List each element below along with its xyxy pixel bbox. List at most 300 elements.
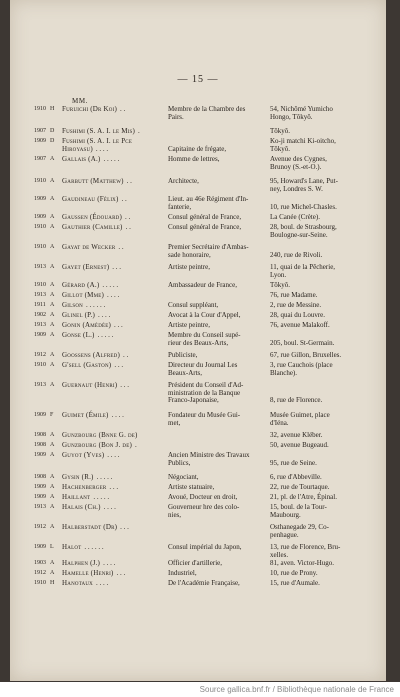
leader-dots: . . . . bbox=[95, 145, 109, 153]
entry-address-line: 10, rue de Prony. bbox=[270, 569, 318, 577]
entry-name: Guimet (Émile) bbox=[62, 411, 109, 419]
entry-address-line bbox=[270, 382, 368, 390]
page-number: — 15 — bbox=[177, 74, 219, 85]
entry-year: 1909 bbox=[34, 138, 46, 144]
entry-name-cell bbox=[62, 442, 162, 450]
entry-title bbox=[168, 352, 264, 360]
entry-title bbox=[168, 196, 264, 211]
entry-address-line: 2, rue de Messine. bbox=[270, 301, 322, 309]
entry-year: 1910 bbox=[34, 244, 46, 250]
entry-name-cell bbox=[62, 382, 162, 390]
entry-title bbox=[168, 452, 264, 467]
entry-address-line: 205, boul. St-Germain. bbox=[270, 338, 335, 347]
entry-name: Fushimi (S. A. I. le Pce bbox=[62, 137, 133, 145]
entry-title-line: Capitaine de frégate, bbox=[168, 145, 227, 153]
entry-name-cell bbox=[62, 214, 162, 222]
entry-name-cell bbox=[62, 504, 162, 512]
leader-dots: . . . . bbox=[97, 311, 111, 319]
entry-category-letter: A bbox=[50, 362, 55, 368]
entry-category-letter: A bbox=[50, 214, 55, 220]
entry-address-line: 50, avenue Bugeaud. bbox=[270, 441, 329, 449]
entry-name: Fushimi (S. A. I. le Mis) bbox=[62, 127, 136, 135]
leader-dots: . . . . . bbox=[93, 493, 110, 501]
entry-title-line: Publics, bbox=[168, 458, 191, 467]
entry-name: Gérard (A.) bbox=[62, 281, 100, 289]
entry-address bbox=[270, 504, 368, 519]
entry-year: 1913 bbox=[34, 322, 46, 328]
entry-address bbox=[270, 178, 368, 193]
entry-address-line: 54, Nichômé Yumicho bbox=[270, 105, 333, 113]
document-page bbox=[10, 0, 386, 681]
entry-address-line: 22, rue de Tourtaque. bbox=[270, 483, 330, 491]
entry-year: 1907 bbox=[34, 156, 46, 162]
entry-title bbox=[168, 106, 264, 121]
entry-title bbox=[168, 504, 264, 519]
entry-title-line: Artiste statuaire, bbox=[168, 483, 215, 491]
entry-title-line: Négociant, bbox=[168, 473, 199, 481]
entry-address bbox=[270, 560, 368, 568]
entry-address bbox=[270, 282, 368, 290]
entry-name: Gaudineau (Félix) bbox=[62, 195, 119, 203]
entry-name: Gayet (Ernest) bbox=[62, 263, 110, 271]
entry-address-line: 240, rue de Rivoli. bbox=[270, 250, 323, 259]
entry-year: 1910 bbox=[34, 178, 46, 184]
entry-address-line: Tôkyô. bbox=[270, 127, 291, 135]
entry-name-cell bbox=[62, 452, 162, 460]
entry-name-cell bbox=[62, 412, 162, 420]
entry-title bbox=[168, 474, 264, 482]
entry-year: 1912 bbox=[34, 524, 46, 530]
entry-title-line: Industriel, bbox=[168, 569, 197, 577]
entry-name: Halphen (J.) bbox=[62, 559, 101, 567]
leader-dots: . . . . . bbox=[102, 281, 119, 289]
entry-year: 1913 bbox=[34, 504, 46, 510]
leader-dots: . . bbox=[121, 195, 127, 203]
entry-address-line: 15, rue d'Aumale. bbox=[270, 579, 320, 587]
entry-category-letter: A bbox=[50, 524, 55, 530]
entry-name: Hamelle (Henri) bbox=[62, 569, 114, 577]
entry-name: Gillot (Mme) bbox=[62, 291, 105, 299]
leader-dots: . . bbox=[126, 177, 132, 185]
entry-year: 1910 bbox=[34, 362, 46, 368]
entry-year: 1909 bbox=[34, 332, 46, 338]
entry-year: 1902 bbox=[34, 312, 46, 318]
leader-dots: . . . bbox=[114, 321, 123, 329]
entry-title-line: Avoué, Docteur en droit, bbox=[168, 493, 238, 501]
entry-year: 1909 bbox=[34, 196, 46, 202]
entry-title bbox=[168, 224, 264, 232]
entry-year: 1913 bbox=[34, 382, 46, 388]
entry-name: Gonse (L.) bbox=[62, 331, 95, 339]
entry-category-letter: A bbox=[50, 264, 55, 270]
entry-title bbox=[168, 178, 264, 186]
entry-title-line: nies, bbox=[168, 510, 182, 519]
entry-title bbox=[168, 382, 264, 405]
entry-address-line: Hongo, Tôkyô. bbox=[270, 112, 313, 121]
entry-title-line: rieur des Beaux-Arts, bbox=[168, 338, 229, 347]
entry-category-letter: A bbox=[50, 312, 55, 318]
entry-name-cell bbox=[62, 332, 162, 340]
entry-name: Gayat de Wecker bbox=[62, 243, 116, 251]
entry-address bbox=[270, 484, 368, 492]
entry-category-letter: H bbox=[50, 580, 55, 586]
entry-name-cell bbox=[62, 224, 162, 232]
entry-title bbox=[168, 282, 264, 290]
entry-title-line: Artiste peintre, bbox=[168, 321, 210, 329]
entry-address bbox=[270, 570, 368, 578]
entry-name: Halot bbox=[62, 543, 82, 551]
entry-name-cell bbox=[62, 264, 162, 272]
entry-address-line: 95, Howard's Lane, Put- bbox=[270, 177, 338, 185]
leader-dots: . . . . . bbox=[103, 155, 120, 163]
leader-dots: . . . . . bbox=[96, 473, 113, 481]
entry-category-letter: D bbox=[50, 138, 55, 144]
entry-category-letter: A bbox=[50, 560, 55, 566]
entry-name-cell bbox=[62, 560, 162, 568]
entry-title bbox=[168, 560, 264, 568]
entry-category-letter: A bbox=[50, 452, 55, 458]
entry-address bbox=[270, 332, 368, 347]
entry-title-line: Avocat à la Cour d'Appel, bbox=[168, 311, 241, 319]
entry-category-letter: A bbox=[50, 322, 55, 328]
leader-dots: . . . . bbox=[103, 503, 116, 511]
entry-address bbox=[270, 292, 368, 300]
entry-name: Gunzbourg (Bnne G. de) bbox=[62, 431, 138, 439]
entry-category-letter: A bbox=[50, 570, 55, 576]
entry-address-line: 67, rue Gillon, Bruxelles. bbox=[270, 351, 342, 359]
entry-category-letter: A bbox=[50, 494, 55, 500]
entry-title-line: Officier d'artillerie, bbox=[168, 559, 222, 567]
entry-title-line: Gouverneur hre des colo- bbox=[168, 503, 240, 511]
entry-address bbox=[270, 302, 368, 310]
entry-title-line: Lieut. au 46e Régiment d'In- bbox=[168, 195, 249, 203]
entry-name-cell bbox=[62, 484, 162, 492]
entry-address bbox=[270, 524, 368, 539]
leader-dots: . . . bbox=[120, 523, 129, 531]
entry-address bbox=[270, 244, 368, 259]
entry-title bbox=[168, 412, 264, 427]
entry-address bbox=[270, 544, 368, 559]
entry-year: 1913 bbox=[34, 292, 46, 298]
entry-address-line: 21, pl. de l'Atre, Épinal. bbox=[270, 493, 337, 501]
entry-name: Hiroyasu) bbox=[62, 145, 93, 153]
entry-title bbox=[168, 484, 264, 492]
entry-category-letter: A bbox=[50, 156, 55, 162]
entry-category-letter: A bbox=[50, 432, 55, 438]
leader-dots: . . . bbox=[120, 381, 130, 389]
entry-address bbox=[270, 146, 368, 154]
entry-name-cell bbox=[62, 282, 162, 290]
entry-address bbox=[270, 382, 368, 405]
entry-category-letter: A bbox=[50, 292, 55, 298]
entry-title-line: met, bbox=[168, 418, 181, 427]
entry-year: 1910 bbox=[34, 106, 46, 112]
entry-year: 1909 bbox=[34, 214, 46, 220]
entry-title bbox=[168, 332, 264, 347]
entry-name-cell bbox=[62, 146, 162, 154]
entry-address bbox=[270, 106, 368, 121]
entry-category-letter: A bbox=[50, 504, 55, 510]
entry-year: 1911 bbox=[34, 302, 46, 308]
entry-category-letter: A bbox=[50, 484, 55, 490]
entry-address bbox=[270, 264, 368, 279]
entry-address bbox=[270, 128, 368, 136]
entry-name: Halais (Ch.) bbox=[62, 503, 101, 511]
entry-address-line: 8, rue de Florence. bbox=[270, 396, 323, 405]
entry-category-letter: A bbox=[50, 244, 55, 250]
entry-address-line: ney, Londres S. W. bbox=[270, 184, 323, 193]
entry-address bbox=[270, 452, 368, 467]
leader-dots: . . . bbox=[114, 361, 124, 369]
entry-name: Hanotaux bbox=[62, 579, 93, 587]
entry-name-cell bbox=[62, 524, 162, 532]
entry-title-line: ministration de la Banque bbox=[168, 388, 241, 397]
entry-address bbox=[270, 214, 368, 222]
entry-year: 1912 bbox=[34, 570, 46, 576]
entry-address-line: 32, avenue Kléber. bbox=[270, 431, 323, 439]
entry-name-cell bbox=[62, 178, 162, 186]
entry-name-cell bbox=[62, 292, 162, 300]
entry-address bbox=[270, 580, 368, 588]
entry-address-line: Tôkyô. bbox=[270, 145, 291, 153]
entry-address-line: Osthanegade 29, Co- bbox=[270, 523, 329, 531]
entry-address-line: 6, rue d'Abbeville. bbox=[270, 473, 322, 481]
entry-address-line: Maubourg. bbox=[270, 510, 301, 519]
entry-name: Guyot (Yves) bbox=[62, 451, 105, 459]
entry-address-line: 3, rue Cauchois (place bbox=[270, 361, 333, 369]
leader-dots: . . . . bbox=[95, 579, 109, 587]
entry-name: Gysin (R.) bbox=[62, 473, 94, 481]
entry-name-cell bbox=[62, 196, 162, 204]
entry-name: Furuichi (Dr Koi) bbox=[62, 105, 118, 113]
entry-address-line: Avenue des Cygnes, bbox=[270, 155, 327, 163]
entry-name: Gunzbourg (Bon J. de) bbox=[62, 441, 132, 449]
entry-category-letter: A bbox=[50, 224, 55, 230]
entry-address bbox=[270, 362, 368, 377]
entry-year: 1909 bbox=[34, 544, 46, 550]
entry-address-line: Tôkyô. bbox=[270, 281, 291, 289]
entry-name-cell bbox=[62, 362, 162, 370]
entry-category-letter: F bbox=[50, 412, 54, 418]
entry-name-cell bbox=[62, 312, 162, 320]
entry-name-cell bbox=[62, 128, 162, 136]
entry-title bbox=[168, 570, 264, 578]
entry-title-line: Directeur du Journal Les bbox=[168, 361, 238, 369]
entry-title bbox=[168, 146, 264, 154]
entry-title-line: Président du Conseil d'Ad- bbox=[168, 381, 244, 389]
entry-name: Gilson bbox=[62, 301, 83, 309]
entry-name-cell bbox=[62, 322, 162, 330]
entry-title-line: Consul suppléant, bbox=[168, 301, 219, 309]
entry-title-line: fanterie, bbox=[168, 202, 192, 211]
entry-address-line: 11, quai de la Pêcherie, bbox=[270, 263, 336, 271]
entry-name-cell bbox=[62, 244, 162, 252]
entry-address-line: Boulogne-sur-Seine. bbox=[270, 230, 328, 239]
entry-address bbox=[270, 412, 368, 427]
entry-category-letter: A bbox=[50, 282, 55, 288]
entry-title-line: Consul général de France, bbox=[168, 213, 242, 221]
entry-address-line: 10, rue Michel-Chasles. bbox=[270, 202, 337, 211]
entry-name-cell bbox=[62, 570, 162, 578]
entry-year: 1908 bbox=[34, 474, 46, 480]
entry-title bbox=[168, 264, 264, 272]
entry-title bbox=[168, 580, 264, 588]
entry-title-line: sade honoraire, bbox=[168, 250, 211, 259]
leader-dots: . . . . bbox=[111, 411, 124, 419]
source-footer[interactable]: Source gallica.bnf.fr / Bibliothèque nationale de France bbox=[0, 682, 400, 697]
entry-category-letter: H bbox=[50, 106, 55, 112]
entry-name-cell bbox=[62, 544, 162, 552]
entry-name-cell bbox=[62, 302, 162, 310]
entry-year: 1903 bbox=[34, 560, 46, 566]
entry-name: Gonin (Amédée) bbox=[62, 321, 112, 329]
entry-title bbox=[168, 312, 264, 320]
entry-title-line: Franco-Japonaise, bbox=[168, 396, 219, 405]
entry-address bbox=[270, 442, 368, 450]
entry-category-letter: A bbox=[50, 196, 55, 202]
entry-name: Haillant bbox=[62, 493, 91, 501]
entry-name-cell bbox=[62, 494, 162, 502]
entry-title-line: Membre du Conseil supé- bbox=[168, 331, 241, 339]
entry-address-line: Lyon. bbox=[270, 270, 287, 279]
entry-year: 1909 bbox=[34, 484, 46, 490]
entry-category-letter: A bbox=[50, 302, 55, 308]
entry-address-line: 81, aven. Victor-Hugo. bbox=[270, 559, 335, 567]
entry-name-cell bbox=[62, 432, 162, 440]
entry-category-letter: L bbox=[50, 544, 54, 550]
entry-address-line: xelles. bbox=[270, 550, 289, 559]
entry-name: Hachenberger bbox=[62, 483, 107, 491]
leader-dots: . . . . . bbox=[97, 331, 114, 339]
entry-name: G'sell (Gaston) bbox=[62, 361, 112, 369]
leader-dots: . . . bbox=[112, 263, 121, 271]
entry-address bbox=[270, 432, 368, 440]
leader-dots: . . . . . . bbox=[84, 543, 104, 551]
entry-address bbox=[270, 156, 368, 171]
entry-name: Goossens (Alfred) bbox=[62, 351, 120, 359]
entry-address-line: d'Iéna. bbox=[270, 418, 289, 427]
entry-year: 1909 bbox=[34, 412, 46, 418]
entry-name-cell bbox=[62, 474, 162, 482]
leader-dots: . . bbox=[124, 213, 131, 221]
entry-title bbox=[168, 156, 264, 164]
entry-title-line: Pairs. bbox=[168, 112, 184, 121]
entry-address-line: 76, rue Madame. bbox=[270, 291, 318, 299]
leader-dots: . . . bbox=[109, 483, 119, 491]
entry-address-line: La Canée (Crète). bbox=[270, 213, 320, 221]
entry-title-line: Beaux-Arts, bbox=[168, 368, 203, 377]
entry-title-line: De l'Académie Française, bbox=[168, 579, 240, 587]
entry-category-letter: A bbox=[50, 352, 55, 358]
entry-address-line: penhague. bbox=[270, 530, 299, 539]
entry-title bbox=[168, 244, 264, 259]
entry-year: 1908 bbox=[34, 442, 46, 448]
entry-name-cell bbox=[62, 156, 162, 164]
entry-category-letter: D bbox=[50, 128, 55, 134]
entry-category-letter: A bbox=[50, 332, 55, 338]
entry-name: Gauthier (Camille) bbox=[62, 223, 123, 231]
entry-address bbox=[270, 312, 368, 320]
entry-title-line: Ancien Ministre des Travaux bbox=[168, 451, 250, 459]
leader-dots: . . bbox=[118, 243, 124, 251]
leader-dots: . bbox=[138, 127, 140, 135]
column-header: MM. bbox=[72, 97, 88, 105]
entry-title bbox=[168, 214, 264, 222]
entry-title bbox=[168, 544, 264, 552]
entry-address-line: 15, boul. de la Tour- bbox=[270, 503, 327, 511]
entry-name-cell bbox=[62, 580, 162, 588]
leader-dots: . . . bbox=[116, 569, 126, 577]
entry-address-line: Brunoy (S.-et-O.). bbox=[270, 162, 322, 171]
entry-year: 1910 bbox=[34, 224, 46, 230]
entry-year: 1910 bbox=[34, 580, 46, 586]
entry-year: 1909 bbox=[34, 494, 46, 500]
entry-name: Glinel (P.) bbox=[62, 311, 95, 319]
entry-title-line: Membre de la Chambre des bbox=[168, 105, 246, 113]
entry-title bbox=[168, 322, 264, 330]
entry-name: Halberstadt (Dr) bbox=[62, 523, 118, 531]
entry-address bbox=[270, 474, 368, 482]
entry-title-line: Consul impérial du Japon, bbox=[168, 543, 242, 551]
entry-title bbox=[168, 494, 264, 502]
entry-title-line: Premier Secrétaire d'Ambas- bbox=[168, 243, 249, 251]
entry-name: Gaussen (Édouard) bbox=[62, 213, 122, 221]
entry-title bbox=[168, 302, 264, 310]
entry-name: Gallais (A.) bbox=[62, 155, 101, 163]
entry-name: Guernaut (Henri) bbox=[62, 381, 118, 389]
entry-address-line: 76, avenue Malakoff. bbox=[270, 321, 330, 329]
entry-title-line: Homme de lettres, bbox=[168, 155, 220, 163]
entry-address bbox=[270, 322, 368, 330]
entry-category-letter: A bbox=[50, 442, 55, 448]
entry-address bbox=[270, 224, 368, 239]
entry-address-line: Blanche). bbox=[270, 368, 298, 377]
entry-category-letter: A bbox=[50, 382, 55, 388]
leader-dots: . . bbox=[123, 351, 129, 359]
entry-title-line: Architecte, bbox=[168, 177, 199, 185]
entry-year: 1909 bbox=[34, 452, 46, 458]
entry-title bbox=[168, 362, 264, 377]
entry-year: 1908 bbox=[34, 432, 46, 438]
entry-title-line: Publiciste, bbox=[168, 351, 198, 359]
entry-address bbox=[270, 494, 368, 502]
leader-dots: . . bbox=[125, 223, 131, 231]
leader-dots: . . . . bbox=[103, 559, 116, 567]
entry-year: 1912 bbox=[34, 352, 46, 358]
entry-title-line: Artiste peintre, bbox=[168, 263, 210, 271]
leader-dots: . . bbox=[120, 105, 126, 113]
entry-category-letter: A bbox=[50, 178, 55, 184]
leader-dots: . . . . . . bbox=[85, 301, 106, 309]
entry-name-cell bbox=[62, 106, 162, 114]
entry-address-line: 13, rue de Florence, Bru- bbox=[270, 543, 341, 551]
entry-address-line: Ko-ji matchi Ki-oitcho, bbox=[270, 137, 336, 145]
entry-name: Garbutt (Matthew) bbox=[62, 177, 124, 185]
entry-year: 1913 bbox=[34, 264, 46, 270]
leader-dots: . . . . bbox=[107, 291, 120, 299]
entry-title-line: Consul général de France, bbox=[168, 223, 242, 231]
entry-category-letter: A bbox=[50, 474, 55, 480]
entry-year: 1907 bbox=[34, 128, 46, 134]
entry-address bbox=[270, 352, 368, 360]
entry-address-line: 28, quai du Louvre. bbox=[270, 311, 326, 319]
entry-address bbox=[270, 196, 368, 211]
entry-address-line: 28, boul. de Strasbourg, bbox=[270, 223, 337, 231]
entry-name-cell bbox=[62, 352, 162, 360]
entry-title-line: Fondateur du Musée Gui- bbox=[168, 411, 241, 419]
entry-address-line: Musée Guimet, place bbox=[270, 411, 330, 419]
entry-address-line: 95, rue de Seine. bbox=[270, 458, 317, 467]
